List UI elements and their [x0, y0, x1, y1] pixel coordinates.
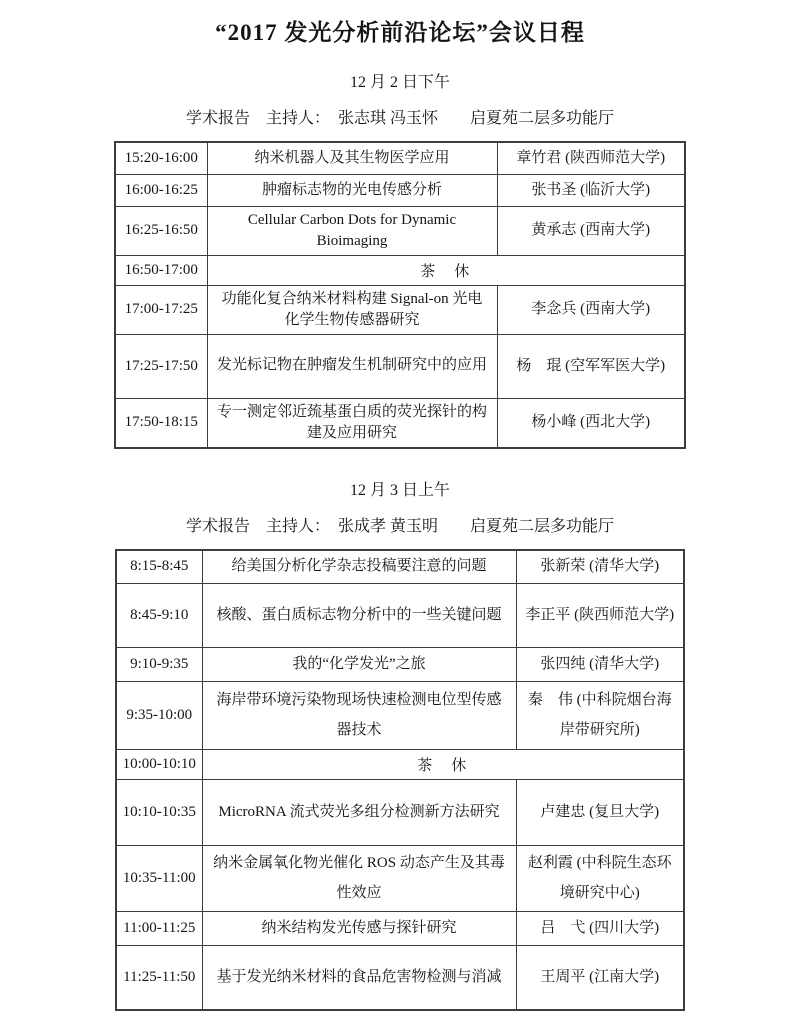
speaker-cell: 杨 琨 (空军军医大学): [497, 334, 685, 398]
table-row: [116, 780, 684, 846]
table-row: [115, 285, 685, 334]
table-row: [116, 550, 684, 584]
speaker-cell: 杨小峰 (西北大学): [497, 398, 685, 448]
speaker-cell: 李念兵 (西南大学): [497, 285, 685, 334]
talk-title-cell: 海岸带环境污染物现场快速检测电位型传感器技术: [202, 682, 516, 750]
session1-schedule-table: [114, 141, 686, 449]
section-gap: [0, 449, 800, 455]
table-row: [116, 946, 684, 1010]
speaker-cell: 黄承志 (西南大学): [497, 206, 685, 255]
table-row: [116, 912, 684, 946]
time-cell: 17:25-17:50: [115, 334, 207, 398]
talk-title-cell: 我的“化学发光”之旅: [202, 648, 516, 682]
talk-title-cell: 纳米金属氧化物光催化 ROS 动态产生及其毒性效应: [202, 846, 516, 912]
speaker-cell: 张新荣 (清华大学): [516, 550, 684, 584]
talk-title-cell: 给美国分析化学杂志投稿要注意的问题: [202, 550, 516, 584]
talk-title-cell: 专一测定邻近巯基蛋白质的荧光探针的构建及应用研究: [207, 398, 497, 448]
talk-title-cell: 发光标记物在肿瘤发生机制研究中的应用: [207, 334, 497, 398]
table-row-break: [115, 255, 685, 285]
tea-break-cell: 茶 休: [202, 750, 684, 780]
talk-title-cell: MicroRNA 流式荧光多组分检测新方法研究: [202, 780, 516, 846]
table-row: [115, 398, 685, 448]
speaker-cell: 吕 弋 (四川大学): [516, 912, 684, 946]
talk-title-cell: 肿瘤标志物的光电传感分析: [207, 174, 497, 206]
talk-title-cell: 基于发光纳米材料的食品危害物检测与消减: [202, 946, 516, 1010]
speaker-cell: 秦 伟 (中科院烟台海岸带研究所): [516, 682, 684, 750]
time-cell: 17:00-17:25: [115, 285, 207, 334]
table-row: [115, 142, 685, 174]
table-row: [115, 334, 685, 398]
time-cell: 9:10-9:35: [116, 648, 202, 682]
session1-chair-line: 学术报告 主持人： 张志琪 冯玉怀 启夏苑二层多功能厅: [185, 110, 614, 127]
time-cell: 10:10-10:35: [116, 780, 202, 846]
speaker-cell: 张书圣 (临沂大学): [497, 174, 685, 206]
page-title: “2017 发光分析前沿论坛”会议日程: [215, 20, 585, 45]
time-cell: 8:15-8:45: [116, 550, 202, 584]
time-cell: 17:50-18:15: [115, 398, 207, 448]
talk-title-cell: 纳米机器人及其生物医学应用: [207, 142, 497, 174]
table-row: [116, 682, 684, 750]
table-row: [115, 174, 685, 206]
talk-title-cell: 纳米结构发光传感与探针研究: [202, 912, 516, 946]
time-cell: 11:00-11:25: [116, 912, 202, 946]
time-cell: 16:25-16:50: [115, 206, 207, 255]
time-cell: 16:50-17:00: [115, 255, 207, 285]
speaker-cell: 卢建忠 (复旦大学): [516, 780, 684, 846]
speaker-cell: 张四纯 (清华大学): [516, 648, 684, 682]
table-row: [116, 846, 684, 912]
speaker-cell: 王周平 (江南大学): [516, 946, 684, 1010]
time-cell: 16:00-16:25: [115, 174, 207, 206]
time-cell: 15:20-16:00: [115, 142, 207, 174]
tea-break-cell: 茶 休: [207, 255, 685, 285]
talk-title-cell: 功能化复合纳米材料构建 Signal-on 光电化学生物传感器研究: [207, 285, 497, 334]
session2-date-label: 12 月 3 日上午: [349, 481, 450, 499]
time-cell: 9:35-10:00: [116, 682, 202, 750]
time-cell: 10:00-10:10: [116, 750, 202, 780]
time-cell: 8:45-9:10: [116, 584, 202, 648]
table-row: [116, 584, 684, 648]
session2-schedule-table: [115, 549, 685, 1011]
talk-title-cell: Cellular Carbon Dots for Dynamic Bioimaging: [207, 206, 497, 255]
talk-title-cell: 核酸、蛋白质标志物分析中的一些关键问题: [202, 584, 516, 648]
speaker-cell: 李正平 (陕西师范大学): [516, 584, 684, 648]
time-cell: 11:25-11:50: [116, 946, 202, 1010]
speaker-cell: 章竹君 (陕西师范大学): [497, 142, 685, 174]
speaker-cell: 赵利霞 (中科院生态环境研究中心): [516, 846, 684, 912]
table-row: [115, 206, 685, 255]
table-row: [116, 648, 684, 682]
session1-date-label: 12 月 2 日下午: [349, 74, 450, 91]
session2-chair-line: 学术报告 主持人： 张成孝 黄玉明 启夏苑二层多功能厅: [185, 517, 614, 535]
time-cell: 10:35-11:00: [116, 846, 202, 912]
table-row-break: [116, 750, 684, 780]
